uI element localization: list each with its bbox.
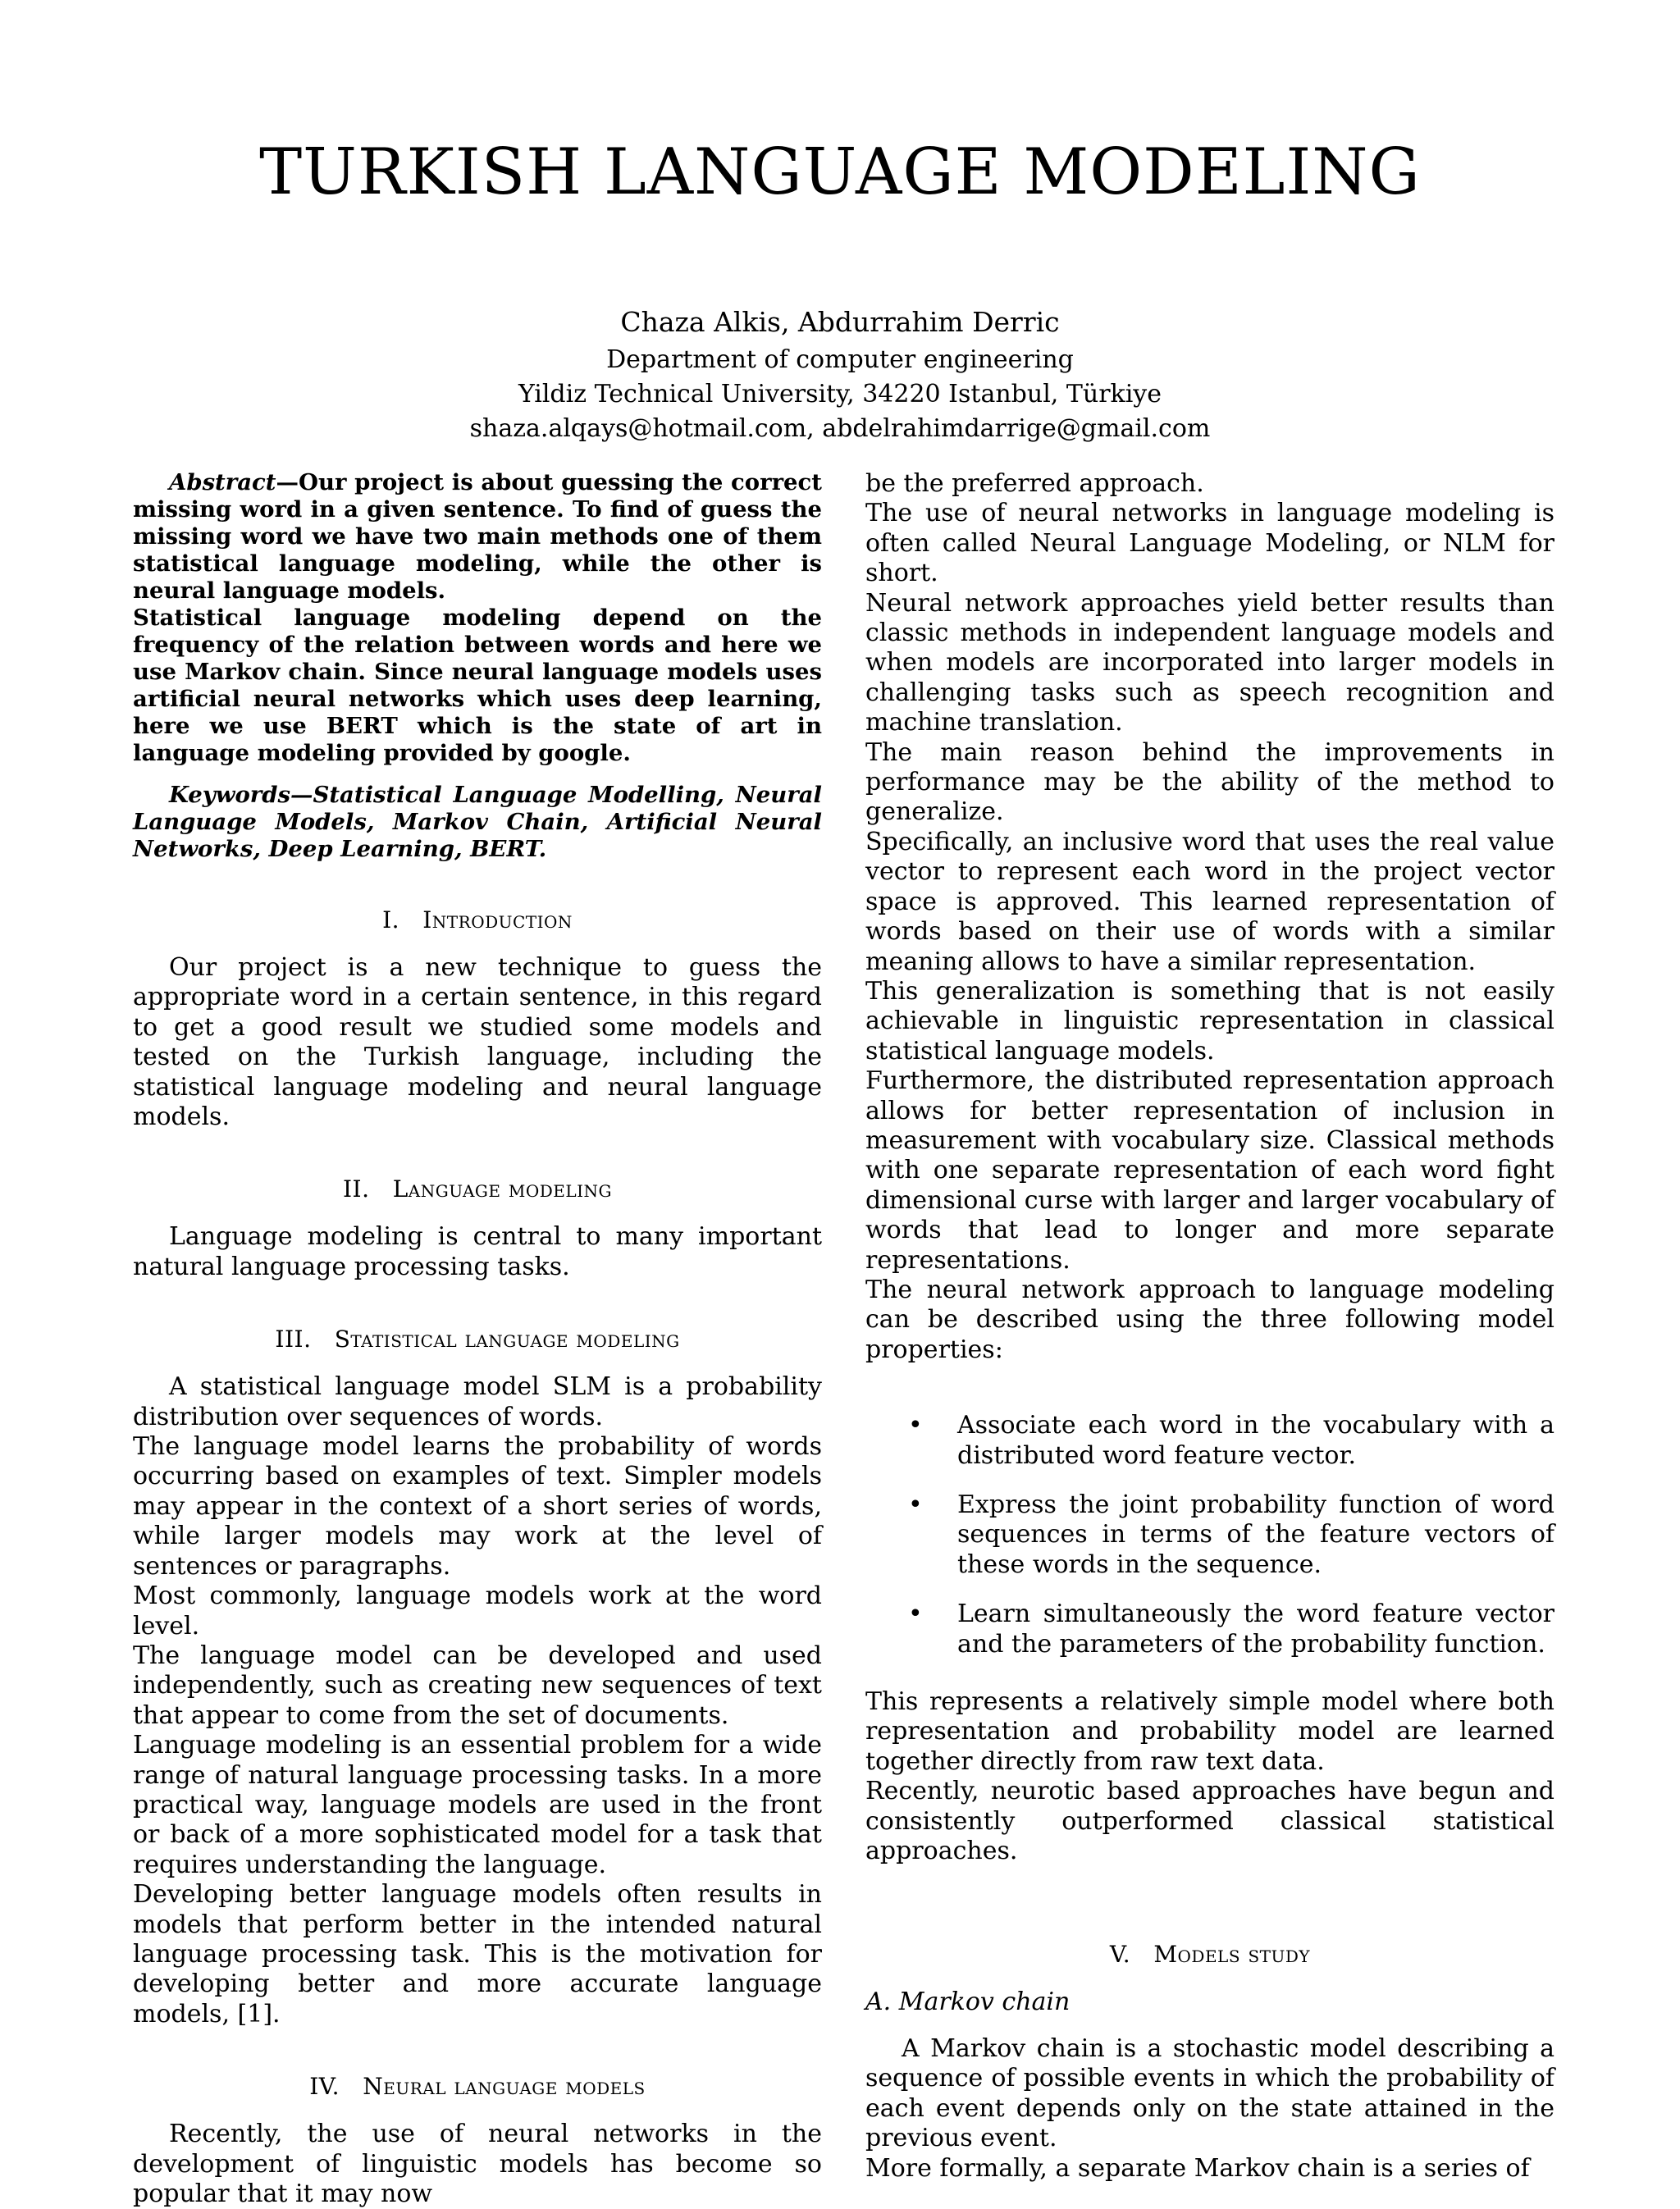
list-item: [865, 1600, 1554, 1659]
nlm-paragraph-6: This generalization is something that is not easily achievable in linguistic representation in classical statistical language models.: [865, 976, 1554, 1066]
intro-paragraph: Our project is a new technique to guess the appropriate word in a certain sentence, in this regard to get a good result we studied some models and tested on the Turkish language, including the statistical language modeling and neural language models.: [133, 953, 822, 1132]
list-item-text: Associate each word in the vocabulary with a distributed word feature vector.: [957, 1411, 1554, 1470]
section-heading-statistical-language-modeling: [133, 1325, 822, 1354]
paper-title: TURKISH LANGUAGE MODELING: [259, 135, 1421, 209]
section-title: Models study: [1153, 1941, 1311, 1969]
author-emails: shaza.alqays@hotmail.com, abdelrahimdarrige@gmail.com: [469, 414, 1211, 443]
section-title: Statistical language modeling: [334, 1326, 680, 1353]
nlm-paragraph-2: The use of neural networks in language modeling is often called Neural Language Modeling, or NLM for short.: [865, 499, 1554, 588]
right-column: [865, 469, 1554, 2184]
section-heading-neural-language-models: [133, 2072, 822, 2102]
section-heading-language-modeling: [133, 1175, 822, 1204]
slm-paragraph-2: The language model learns the probability of words occurring based on examples of text. Simpler models may appear in the context of a short series of words, while larger models may work at the level of sentences or paragraphs.: [133, 1432, 822, 1581]
nlm-paragraph-7: Furthermore, the distributed representation approach allows for better representation of inclusion in measurement with vocabulary size. Classical methods with one separate representation of each word fight dimensional curse with larger and larger vocabulary of words that lead to longer and more separate representations.: [865, 1066, 1554, 1275]
list-item: [865, 1490, 1554, 1580]
abstract-text-1: —Our project is about guessing the correct missing word in a given sentence. To find of guess the missing word we have two main methods one of them statistical language modeling, while the other is neural language models.: [133, 469, 822, 604]
nlm-paragraph-1-continued: be the preferred approach.: [865, 469, 1204, 498]
bullet-icon: •: [908, 1600, 923, 1629]
keywords-label: Keywords: [169, 782, 290, 808]
section-number: I.: [382, 906, 400, 933]
nlm-paragraph-1: Recently, the use of neural networks in the development of linguistic models has become so popular that it may now: [133, 2120, 822, 2208]
slm-paragraph-3: Most commonly, language models work at the word level.: [133, 1581, 822, 1641]
subsection-heading-markov-chain: A. Markov chain: [865, 1988, 1071, 2017]
left-column: [133, 469, 822, 2209]
list-item-text: Express the joint probability function of word sequences in terms of the feature vectors of these words in the sequence.: [957, 1490, 1554, 1579]
language-modeling-paragraph: Language modeling is central to many important natural language processing tasks.: [133, 1222, 822, 1281]
nlm-paragraph-10: Recently, neurotic based approaches have begun and consistently outperformed classical statistical approaches.: [865, 1777, 1554, 1866]
abstract-label: Abstract: [169, 469, 276, 495]
section-heading-models-study: [865, 1940, 1554, 1969]
bullet-icon: •: [908, 1411, 923, 1440]
nlm-paragraph-3: Neural network approaches yield better results than classic methods in independent language models and when models are incorporated into larger models in challenging tasks such as speech recognition and machine translation.: [865, 588, 1554, 737]
section-title: Neural language models: [363, 2073, 646, 2101]
bullet-icon: •: [908, 1490, 923, 1519]
slm-paragraph-5: Language modeling is an essential problem for a wide range of natural language processing tasks. In a more practical way, language models are used in the front or back of a more sophisticated model for a task that requires understanding the language.: [133, 1731, 822, 1879]
author-names: Chaza Alkis, Abdurrahim Derric: [620, 306, 1060, 338]
list-item-text: Learn simultaneously the word feature vector and the parameters of the probability function.: [957, 1600, 1554, 1659]
model-properties-list: [865, 1411, 1554, 1659]
keywords-text: —Statistical Language Modelling, Neural Language Models, Markov Chain, Artificial Neural Networks, Deep Learning, BERT.: [133, 782, 822, 862]
section-number: III.: [275, 1326, 312, 1353]
markov-paragraph-2: More formally, a separate Markov chain is a series of: [865, 2153, 1530, 2183]
section-title: Language modeling: [392, 1175, 613, 1203]
slm-paragraph-6: Developing better language models often results in models that perform better in the intended natural language processing task. This is the motivation for developing better and more accurate language models, [1].: [133, 1880, 822, 2029]
affiliation-department: Department of computer engineering: [606, 345, 1074, 374]
section-title: Introduction: [422, 906, 573, 933]
section-heading-introduction: [133, 906, 822, 935]
section-number: IV.: [309, 2073, 340, 2101]
slm-paragraph-4: The language model can be developed and used independently, such as creating new sequences of text that appear to come from the set of documents.: [133, 1641, 822, 1730]
markov-paragraph-1: A Markov chain is a stochastic model describing a sequence of possible events in which the probability of each event depends only on the state attained in the previous event.: [865, 2033, 1554, 2153]
nlm-paragraph-4: The main reason behind the improvements in performance may be the ability of the method to generalize.: [865, 737, 1554, 827]
section-number: II.: [342, 1175, 370, 1203]
abstract-text-2: Statistical language modeling depend on the frequency of the relation between words and here we use Markov chain. Since neural language models uses artificial neural networks which uses deep learning, here we use BERT which is the state of art in language modeling provided by google.: [133, 605, 822, 766]
nlm-paragraph-5: Specifically, an inclusive word that uses the real value vector to represent each word in the project vector space is approved. This learned representation of words based on their use of words with a similar meaning allows to have a similar representation.: [865, 827, 1554, 976]
nlm-paragraph-9: This represents a relatively simple model where both representation and probability model are learned together directly from raw text data.: [865, 1687, 1554, 1776]
affiliation-university: Yildiz Technical University, 34220 Istanbul, Türkiye: [518, 380, 1162, 408]
nlm-paragraph-8: The neural network approach to language modeling can be described using the three following model properties:: [865, 1275, 1554, 1364]
abstract: [133, 469, 822, 605]
keywords: [133, 782, 822, 863]
slm-paragraph-1: A statistical language model SLM is a probability distribution over sequences of words.: [133, 1372, 822, 1431]
list-item: [865, 1411, 1554, 1471]
section-number: V.: [1109, 1941, 1131, 1969]
